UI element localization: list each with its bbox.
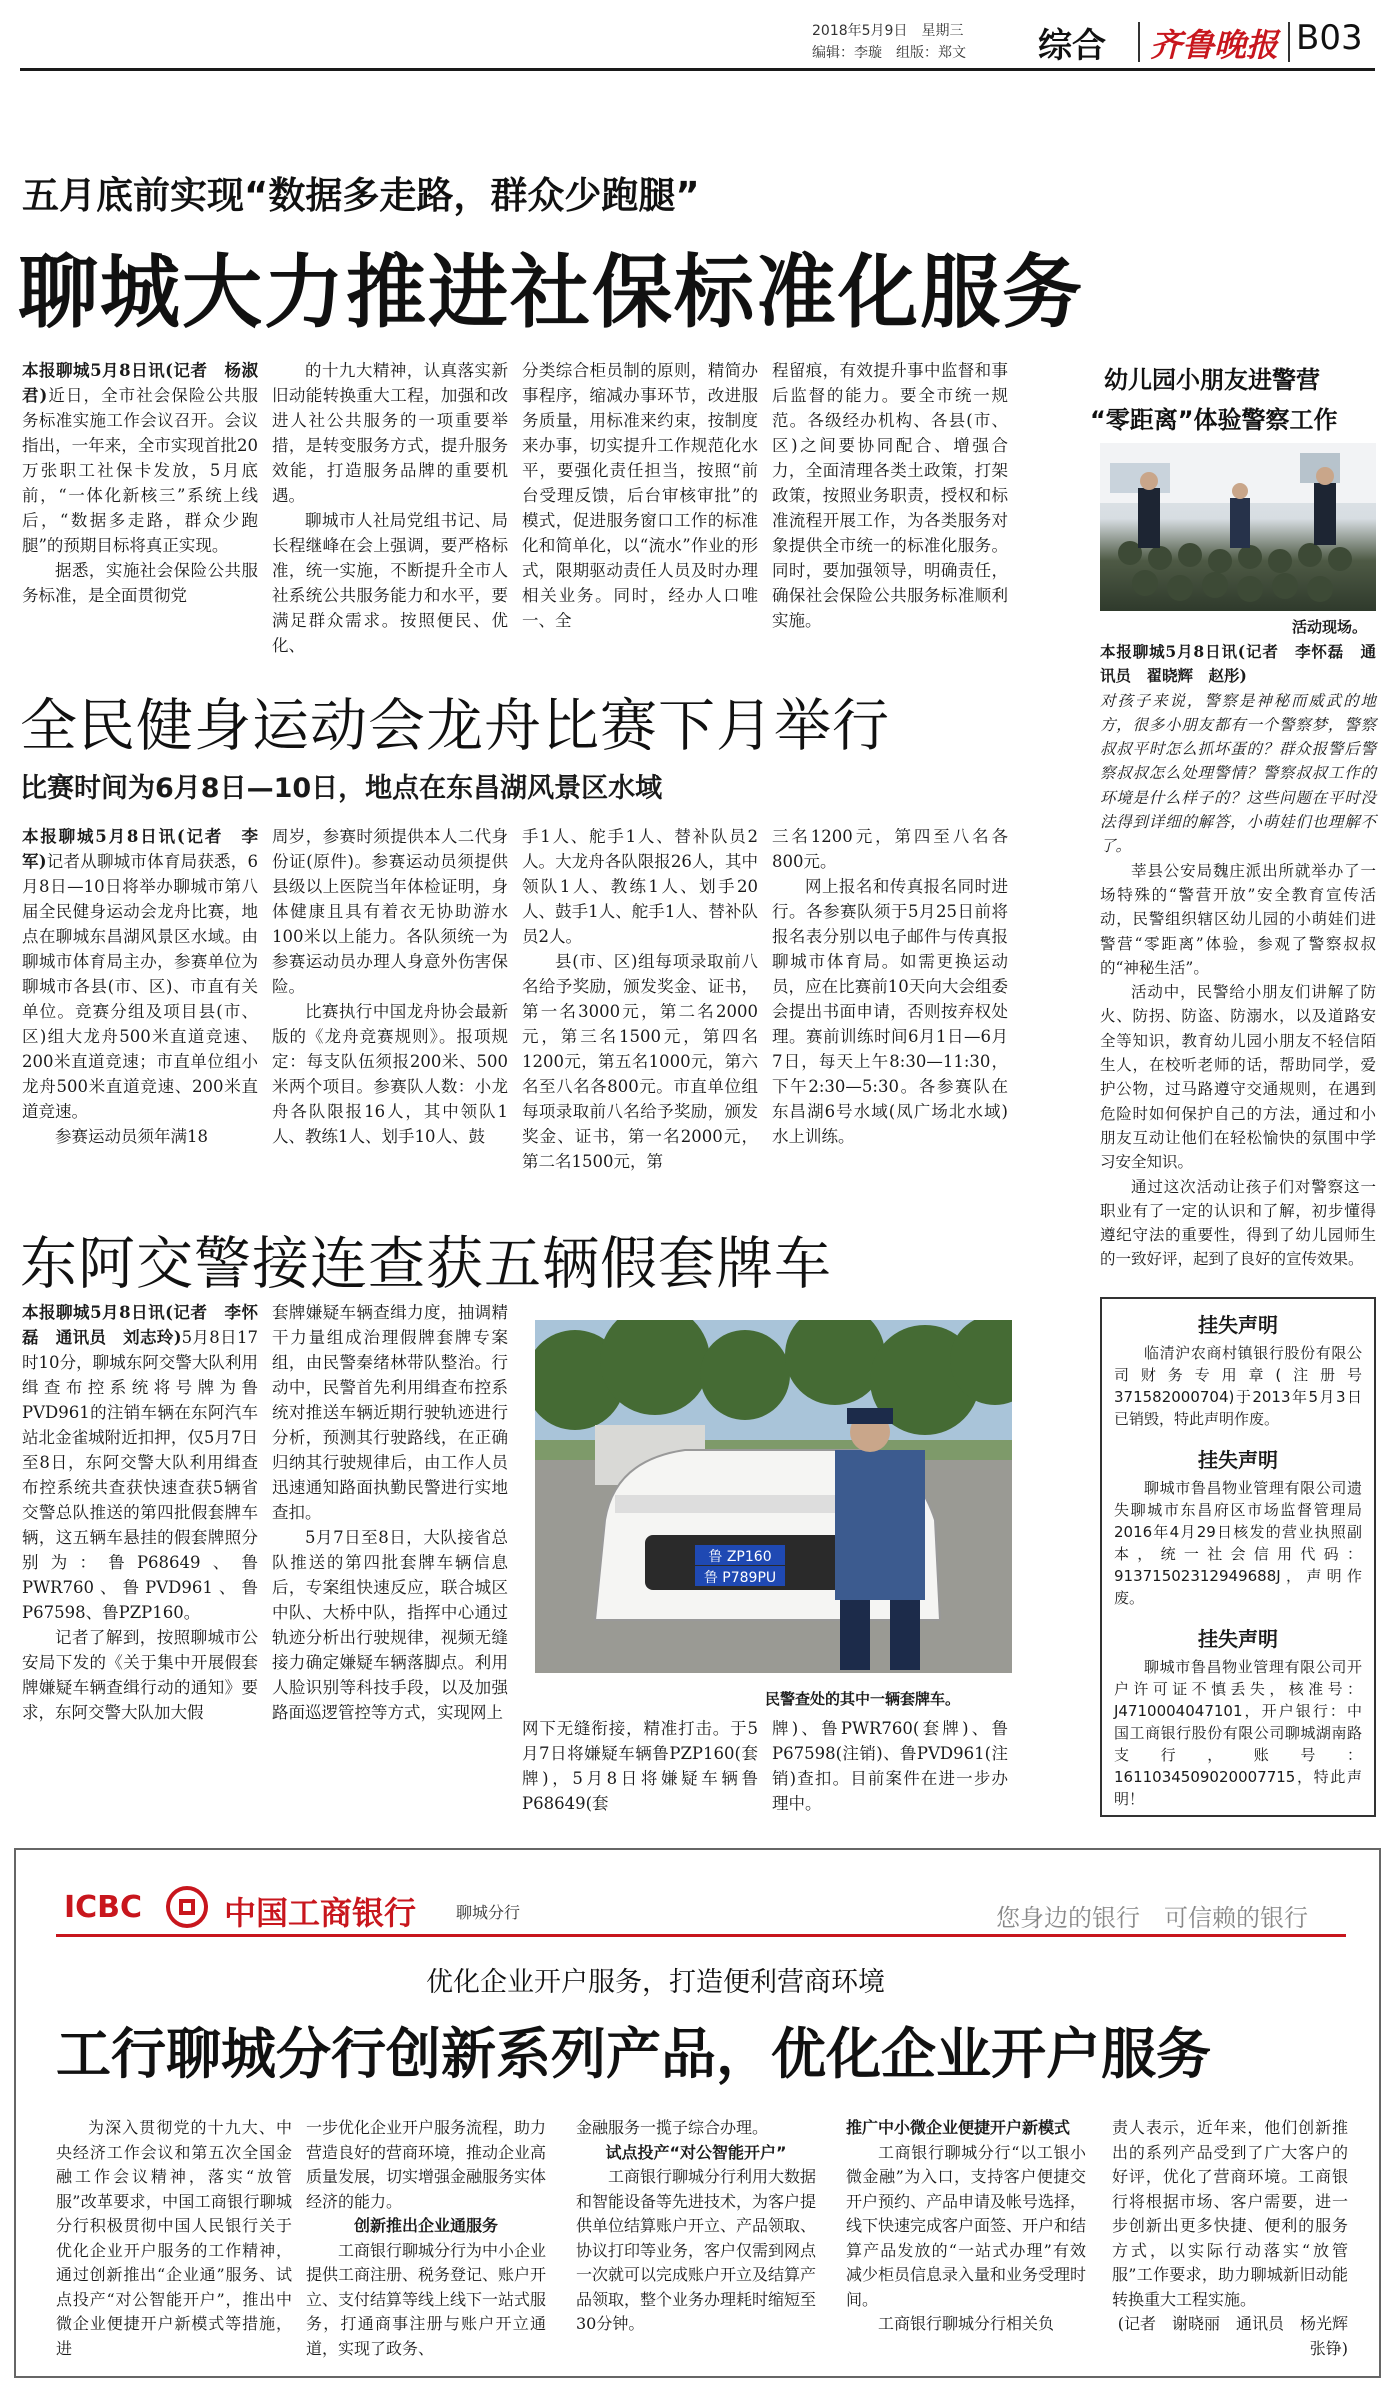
story2-col3b-text: 县(市、区)组每项录取前八名给予奖励，颁发奖金、证书，第一名3000元，第二名2000元，第三名1500元，第四名1200元，第五名1000元，第六名至八名各800元。市直单位组每项录取前八名给予奖励，颁发奖金、证书，第一名2000元，第二名1500元，第 [522,952,758,1171]
editor-credits: 编辑：李璇 组版：郑文 [812,45,966,61]
ad-col3-text: 金融服务一揽子综合办理。 [576,2118,769,2137]
notice-3 [1114,1623,1362,1810]
notice-3-title: 挂失声明 [1198,1627,1278,1651]
ad-col2-text: 一步优化企业开户服务流程，助力营造良好的营商环境，推动企业高质量发展，切实增强金融服务实体经济的能力。 [306,2118,547,2211]
ad-headline: 工行聊城分行创新系列产品，优化企业开户服务 [56,2022,1212,2086]
story1-column-3: 分类综合柜员制的原则，精简办事程序，缩减办事环节，改进服务质量，用标准来约束，按制度来办事，切实提升工作规范化水平，要强化责任担当，按照“前台受理反馈，后台审核审批”的模式，促进服务窗口工作的标准化和简单化，以“流水”作业的形式，限期驱动责任人员及时办理相关业务。同时，经办人口唯一、全 [522,361,758,630]
sidebar-text [1100,640,1376,1272]
masthead-divider-2 [1288,22,1290,62]
notice-2-body: 聊城市鲁昌物业管理有限公司遗失聊城市东昌府区市场监督管理局2016年4月29日核发的营业执照副本，统一社会信用代码：91371502312949688J，声明作废。 [1114,1479,1362,1607]
story2-byline: 本报聊城5月8日讯(记者 李军) [22,827,258,871]
story2-col3-text: 手1人、舵手1人、替补队员2人。大龙舟各队限报26人，其中领队1人、教练1人、划手20人、鼓手1人、舵手1人、替补队员2人。 [522,827,758,946]
story2-col1-text: 记者从聊城市体育局获悉，6月8日—10日将举办聊城市第八届全民健身运动会龙舟比赛，地点在聊城东昌湖风景区水域。由聊城市体育局主办，参赛单位为聊城市各县(市、区)、市直有关单位。竞赛分组及项目县(市、区)组大龙舟500米直道竞速、200米直道竞速；市直单位组小龙舟500米直道竞速、200米直道竞速。 [22,852,259,1121]
ad-column-2 [306,2116,546,2361]
ad-column-3 [576,2116,816,2337]
icbc-header-rule [56,1934,1346,1937]
notice-3-body: 聊城市鲁昌物业管理有限公司开户许可证不慎丢失，核准号：J4710004047101，开户银行：中国工商银行股份有限公司聊城湖南路支行，账号：1611034509020007715，特此声明！ [1114,1658,1362,1808]
icbc-emblem-icon [166,1886,208,1928]
story1-col1b-text: 据悉，实施社会保险公共服务标准，是全面贯彻党 [22,561,258,605]
story1-headline: 聊城大力推进社保标准化服务 [18,246,1084,339]
story2-column-3 [522,824,758,1174]
sidebar-headline-2: “零距离”体验警察工作 [1090,406,1338,434]
ad-col4-text: 工商银行聊城分行“以工银小微金融”为入口，支持客户便捷交开户预约、产品申请及帐号选择，线下快速完成客户面签、开户和结算产品发放的“一站式办理”有效减少柜员信息录入量和业务受理时间。 [846,2142,1087,2309]
ad-col3b-text: 工商银行聊城分行利用大数据和智能设备等先进技术，为客户提供单位结算账户开立、产品领取、协议打印等业务，客户仅需到网点一次就可以完成账户开立及结算产品领取，整个业务办理耗时缩短至30分钟。 [576,2167,817,2333]
story2-col4b-text: 网上报名和传真报名同时进行。各参赛队须于5月25日前将报名表分别以电子邮件与传真报聊城市体育局。如需更换运动员，应在比赛前10天向大会组委会提出书面申请，否则按弃权处理。赛前训练时间6月1日—6月7日，每天上午8:30—11:30，下午2:30—5:30。各参赛队在东昌湖6号水域(凤广场北水域)水上训练。 [772,877,1008,1146]
story3-byline: 本报聊城5月8日讯(记者 李怀磊 通讯员 刘志玲) [22,1303,258,1347]
lost-notices [1100,1297,1376,1817]
ad-col2-subhead: 创新推出企业通服务 [353,2216,498,2235]
notice-1 [1114,1309,1362,1430]
story3-column-1 [22,1300,258,1725]
icbc-slogan: 您身边的银行 可信赖的银行 [996,1904,1308,1932]
page-number: B03 [1296,18,1363,58]
story2-column-4 [772,824,1008,1149]
story1-col2-text: 的十九大精神，认真落实新旧动能转换重大工程，加强和改进人社公共服务的一项重要举措，是转变服务方式，提升服务效能，打造服务品牌的重要机遇。 [272,361,508,505]
story1-column-1 [22,358,258,608]
masthead-divider-1 [1138,22,1140,62]
story2-col4-text: 三名1200元，第四至八名各800元。 [772,827,1008,871]
story3-col2-text: 套牌嫌疑车辆查缉力度，抽调精干力量组成治理假牌套牌专案组，由民警秦绪林带队整治。行动中，民警首先利用缉查布控系统对推送车辆近期行驶轨迹进行分析，预测其行驶路线，在正确归纳其行驶规律后，由工作人员迅速通知路面执勤民警进行实地查扣。 [272,1303,508,1522]
sidebar-headline-1: 幼儿园小朋友进警营 [1104,366,1320,394]
plate-photo-caption: 民警查处的其中一辆套牌车。 [765,1690,961,1708]
story3-column-2 [272,1300,508,1725]
story2-headline: 全民健身运动会龙舟比赛下月举行 [20,693,890,759]
story1-col1-text: 近日，全市社会保险公共服务标准实施工作会议召开。会议指出，一年来，全市实现首批20万张职工社保卡发放，5月底前，“一体化新核三”系统上线后，“数据多走路，群众少跑腿”的预期目标将真正实现。 [22,386,259,555]
story1-column-2 [272,358,508,658]
story2-column-1 [22,824,258,1149]
plate-top-text: 鲁 ZP160 [708,1549,772,1565]
ad-column-5 [1112,2116,1365,2361]
story2-subhead: 比赛时间为6月8日—10日，地点在东昌湖风景区水域 [20,773,663,804]
story2-col2-text: 周岁，参赛时须提供本人二代身份证(原件)。参赛运动员须提供县级以上医院当年体检证明，身体健康且具有着衣无协助游水100米以上能力。各队须统一为参赛运动员办理人身意外伤害保险。 [272,827,508,996]
story2-column-2 [272,824,508,1149]
ad-col4-subhead: 推广中小微企业便捷开户新模式 [846,2118,1071,2137]
sidebar-intro: 对孩子来说，警察是神秘而威武的地方，很多小朋友都有一个警察梦，警察叔叔平时怎么抓坏蛋的？群众报警后警察叔叔怎么处理警情？警察叔叔工作的环境是什么样子的？这些问题在平时没法得到详细的解答，小萌娃们也理解不了。 [1100,691,1376,856]
story1-col2b-text: 聊城市人社局党组书记、局长程继峰在会上强调，要严格标准，统一实施，不断提升全市人社系统公共服务能力和水平，要满足群众需求。按照便民、优化、 [272,511,508,655]
kindergarten-photo-art [1100,443,1376,611]
notice-2 [1114,1444,1362,1609]
plate-bottom-text: 鲁 P789PU [703,1570,777,1586]
notice-1-title: 挂失声明 [1198,1313,1278,1337]
sidebar-p4: 通过这次活动让孩子们对警察这一职业有了一定的认识和了解，初步懂得遵纪守法的重要性，得到了幼儿园师生的一致好评，起到了良好的宣传效果。 [1100,1177,1376,1269]
icbc-bank-name: 中国工商银行 [224,1894,417,1932]
ad-col5-byline: (记者 谢晓丽 通讯员 杨光辉 张铮) [1117,2314,1365,2358]
sidebar-p2: 莘县公安局魏庄派出所就举办了一场特殊的“警营开放”安全教育宣传活动，民警组织辖区幼儿园的小萌娃们进警营“零距离”体验，参观了警察叔叔的“神秘生活”。 [1100,861,1376,977]
ad-col4b-text: 工商银行聊城分行相关负 [878,2314,1055,2333]
masthead-rule [20,68,1375,71]
story1-kicker: 五月底前实现“数据多走路，群众少跑腿” [22,174,700,217]
sidebar-p3: 活动中，民警给小朋友们讲解了防火、防拐、防盗、防溺水，以及道路安全等知识，教育幼儿园小朋友不轻信陌生人，在校听老师的话，帮助同学，爱护公物，过马路遵守交通规则，在遇到危险时如何保护自己的方法，通过和小朋友互动让他们在轻松愉快的氛围中学习安全知识。 [1100,983,1376,1172]
icbc-branch: 聊城分行 [456,1903,521,1922]
ad-col5-text: 责人表示，近年来，他们创新推出的系列产品受到了广大客户的好评，优化了营商环境。工商银行将根据市场、客户需要，进一步创新出更多快捷、便利的服务方式，以实际行动落实“放管服”工作要求，助力聊城新旧动能转换重大工程实施。 [1112,2118,1348,2309]
story3-headline: 东阿交警接连查获五辆假套牌车 [20,1231,832,1297]
kindergarten-photo [1100,443,1376,611]
story3-column-3: 网下无缝衔接，精准打击。于5月7日将嫌疑车辆鲁PZP160(套牌)，5月8日将嫌疑车辆鲁P68649(套 [522,1719,758,1813]
story3-col2b-text: 5月7日至8日，大队接省总队推送的第四批套牌车辆信息后，专案组快速反应，联合城区中队、大桥中队，指挥中心通过轨迹分析出行驶规律，视频无缝接力确定嫌疑车辆落脚点。利用人脸识别等科技手段，以及加强路面巡逻管控等方式，实现网上 [272,1528,508,1722]
notice-2-title: 挂失声明 [1198,1448,1278,1472]
icbc-logo-text: ICBC [64,1890,143,1925]
ad-col3-subhead: 试点投产“对公智能开户” [605,2142,787,2162]
sidebar-byline: 本报聊城5月8日讯(记者 李怀磊 通讯员 翟晓辉 赵彤) [1100,642,1376,686]
fake-plate-photo-art [535,1320,1012,1673]
issue-date: 2018年5月9日 星期三 [812,23,964,39]
story3-column-4: 牌)、鲁PWR760(套牌)、鲁P67598(注销)、鲁PVD961(注销)查扣。目前案件在进一步办理中。 [772,1719,1008,1813]
story3-col1b-text: 记者了解到，按照聊城市公安局下发的《关于集中开展假套牌嫌疑车辆查缉行动的通知》要求，东阿交警大队加大假 [22,1628,258,1722]
fake-plate-photo [535,1320,1012,1673]
notice-1-body: 临清沪农商村镇银行股份有限公司财务专用章(注册号371582000704)于2013年5月3日已销毁，特此声明作废。 [1114,1344,1362,1428]
ad-column-1: 为深入贯彻党的十九大、中央经济工作会议和第五次全国金融工作会议精神，落实“放管服”改革要求，中国工商银行聊城分行积极贯彻中国人民银行关于优化企业开户服务的工作精神，通过创新推出“企业通”服务、试点投产“对公智能开户”，推出中微企业便捷开户新模式等措施，进 [56,2118,292,2358]
story1-byline: 本报聊城5月8日讯(记者 杨淑君) [22,361,258,405]
icbc-advertorial [14,1848,1381,2378]
ad-column-4 [846,2116,1086,2337]
ad-col2b-text: 工商银行聊城分行为中小企业提供工商注册、税务登记、账户开立、支付结算等线上线下一站式服务，打通商事注册与账户开立通道，实现了政务、 [306,2240,547,2358]
ad-kicker: 优化企业开户服务，打造便利营商环境 [426,1967,885,1998]
story2-col2b-text: 比赛执行中国龙舟协会最新版的《龙舟竞赛规则》。报项规定：每支队伍须报200米、500米两个项目。参赛队人数：小龙舟各队限报16人，其中领队1人、教练1人、划手10人、鼓 [272,1002,508,1146]
section-name: 综合 [1038,26,1106,66]
newspaper-logo: 齐鲁晚报 [1150,26,1279,64]
sidebar-photo-caption: 活动现场。 [1292,618,1368,636]
story1-column-4: 程留痕，有效提升事中监督和事后监督的能力。要全市统一规范。各级经办机构、各县(市、区)之间要协同配合、增强合力，全面清理各类土政策，打架政策，按照业务职责，授权和标准流程开展工作，为各类服务对象提供全市统一的标准化服务。同时，要加强领导，明确责任，确保社会保险公共服务标准顺利实施。 [772,361,1008,630]
story2-col1b-text: 参赛运动员须年满18 [55,1127,208,1146]
story3-col1-text: 5月8日17时10分，聊城东阿交警大队利用缉查布控系统将号牌为鲁PVD961的注销车辆在东阿汽车站北金雀城附近扣押，仅5月7日至8日，东阿交警大队利用缉查布控系统共查获快速查获5辆省交警总队推送的第四批假套牌车辆，这五辆车悬挂的假套牌照分别为：鲁P68649、鲁PWR760、鲁PVD961、鲁P67598、鲁PZP160。 [22,1328,258,1622]
